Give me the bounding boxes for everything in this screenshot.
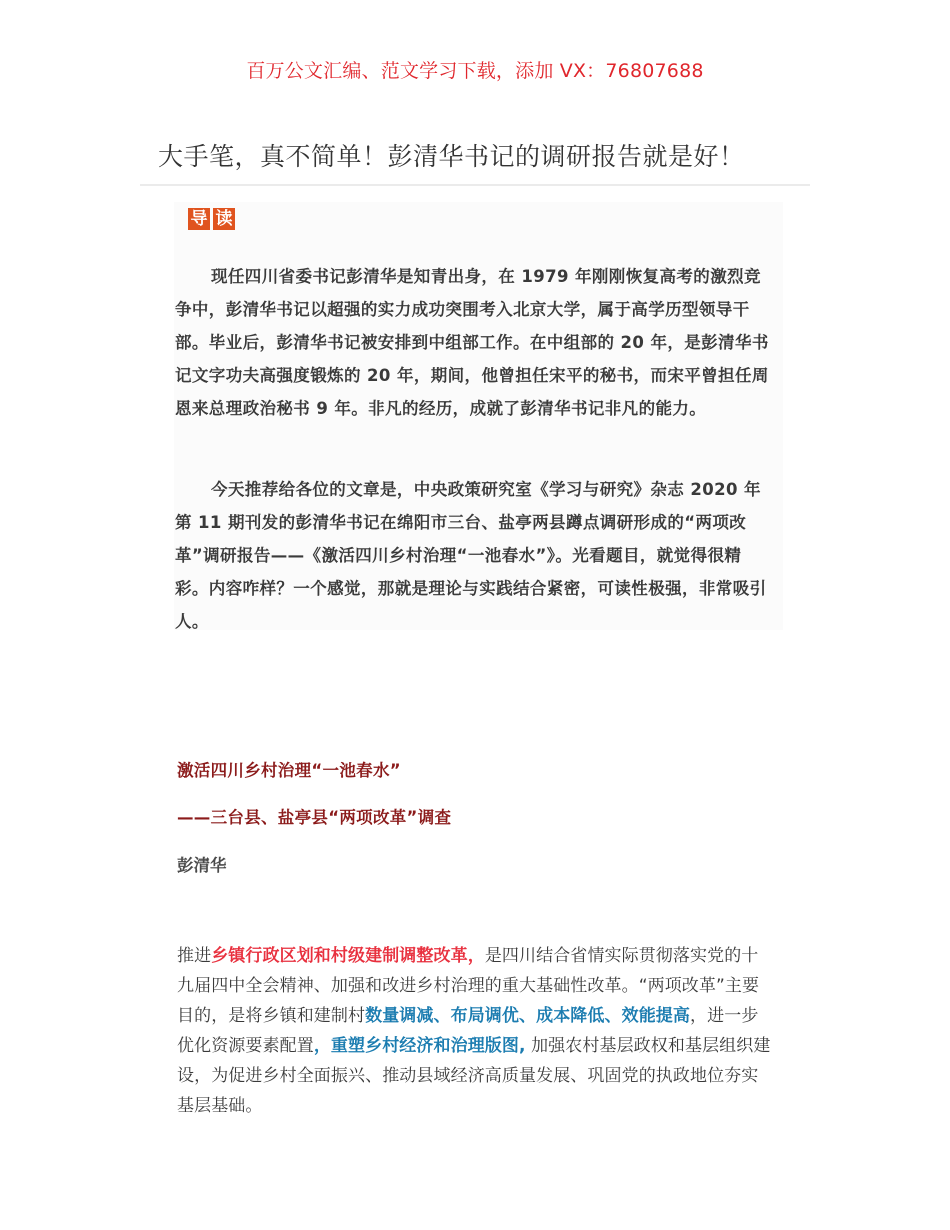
intro-badge-du: 读: [213, 208, 235, 230]
body-text: 是四川结合省情实际贯彻落实党的十九届四中全会精神、加强和改进乡村治理的重大基础性改革。“两项改革”主要目的，是将乡镇和建制村: [177, 946, 760, 1026]
highlight-red-text: 乡镇行政区划和村级建制调整改革，: [211, 946, 485, 966]
highlight-blue-text: 数量调减、布局调优、成本降低、效能提高: [365, 1006, 691, 1026]
intro-paragraph: 今天推荐给各位的文章是，中央政策研究室《学习与研究》杂志 2020 年第 11 期刊发的彭清华书记在绵阳市三台、盐亭两县蹲点调研形成的“两项改革”调研报告——《激活四川乡村治理“一池春水”》。光看题目，就觉得很精彩。内容咋样？一个感觉，那就是理论与实践结合紧密，可读性极强，非常吸引人。: [175, 480, 767, 631]
article-title: 激活四川乡村治理“一池春水”: [177, 761, 401, 780]
title-divider: [140, 184, 810, 186]
intro-paragraph: 现任四川省委书记彭清华是知青出身，在 1979 年刚刚恢复高考的激烈竞争中，彭清华书记以超强的实力成功突围考入北京大学，属于高学历型领导干部。毕业后，彭清华书记被安排到中组部工作。在中组部的 20 年，是彭清华书记文字功夫高强度锻炼的 20 年，期间，他曾担任宋平的秘书，而宋平曾担任周恩来总理政治秘书 9 年。非凡的经历，成就了彭清华书记非凡的能力。: [175, 267, 769, 418]
article-subtitle: ——三台县、盐亭县“两项改革”调查: [177, 808, 452, 827]
intro-badge-group: [188, 208, 235, 230]
body-text: 加强农村基层政权和基层组织建设，为促进乡村全面振兴、推动县域经济高质量发展、巩固党的执政地位夯实基层基础。: [177, 1036, 771, 1116]
intro-badge-dao: 导: [188, 208, 210, 230]
article-body-paragraph: [177, 941, 773, 1121]
highlight-blue-text: ，重塑乡村经济和治理版图,: [313, 1036, 526, 1056]
body-text: 推进: [177, 946, 212, 966]
body-text: ，进一步优化资源要素配置: [177, 1006, 759, 1056]
page-title: 大手笔，真不简单！彭清华书记的调研报告就是好！: [158, 142, 745, 171]
article-author: 彭清华: [177, 856, 227, 875]
watermark-banner: 百万公文汇编、范文学习下载，添加 VX：76807688: [246, 60, 704, 82]
